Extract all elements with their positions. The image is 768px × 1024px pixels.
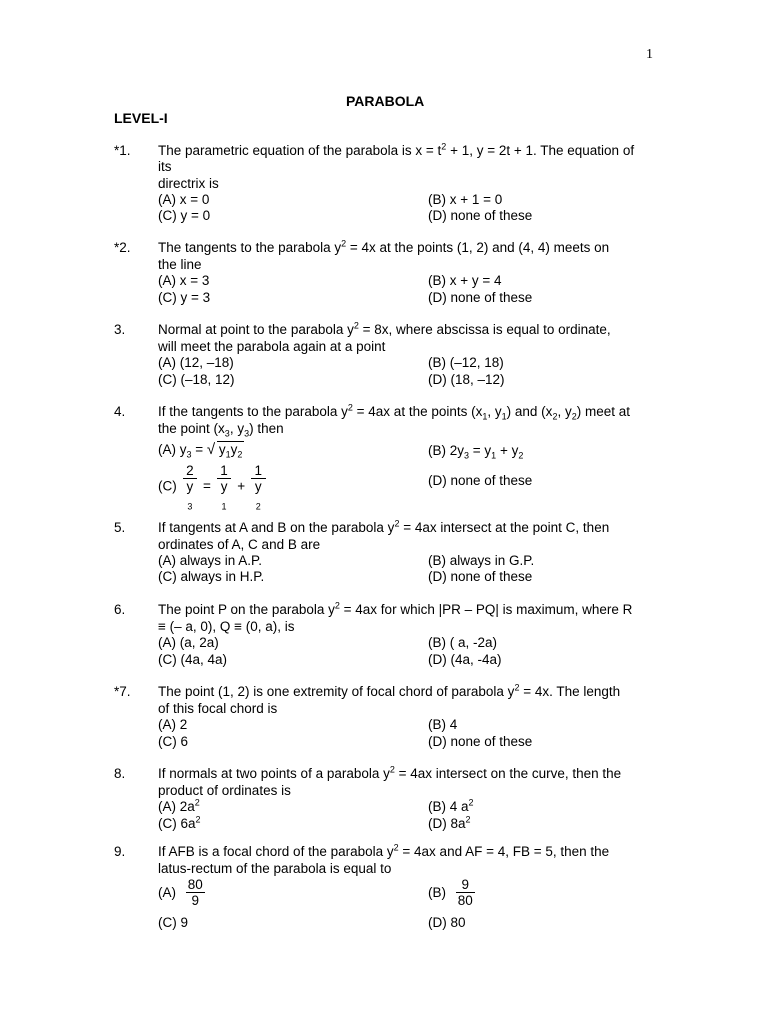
option-a: (A) (a, 2a) (158, 635, 219, 650)
level-heading: LEVEL-I (114, 110, 168, 126)
option-c: (C) (4a, 4a) (158, 652, 228, 667)
option-d: (D) $8a^2$ (428, 814, 471, 831)
option-a: (A) x = 3 (158, 273, 210, 288)
question-number: 8. (114, 766, 126, 781)
option-b: (B) (–12, 18) (428, 355, 504, 370)
option-c: (C) y = 0 (158, 208, 211, 223)
option-a: (A) 2 (158, 717, 188, 732)
option-b: (B) $\frac{9}{80}$ (428, 877, 473, 908)
question-text: ordinates of A, C and B are (158, 537, 321, 552)
question-number: 5. (114, 520, 126, 535)
option-d: (D) none of these (428, 569, 533, 584)
option-c: (C) $6a^2$ (158, 814, 201, 831)
question-number: 6. (114, 602, 126, 617)
fraction: 2 y $_3$ (183, 463, 198, 509)
question-text: directrix is (158, 176, 219, 191)
option-b: (B) always in G.P. (428, 553, 535, 568)
option-b: (B) ( a, -2a) (428, 635, 498, 650)
question-text: If normals at two points of a parabola $y^2 = 4ax$ intersect on the curve, then the (158, 764, 622, 781)
fraction: $\frac{9}{80}$ (457, 877, 473, 908)
option-c: (C) 2 y $_3$ = 1 y $_1$ + 1 y $_2$ (158, 463, 268, 509)
fraction: $\frac{80}{9}$ (187, 877, 203, 908)
question-text: product of ordinates is (158, 783, 291, 798)
option-c: (C) (–18, 12) (158, 372, 235, 387)
fraction: 1 y $_2$ (251, 463, 266, 509)
square-root: √ $y_1y_2$ (206, 441, 243, 460)
question-number: *2. (114, 240, 131, 255)
question-text: the line (158, 257, 202, 272)
option-c: (C) 6 (158, 734, 188, 749)
question-number: 9. (114, 844, 126, 859)
option-a: (A) always in A.P. (158, 553, 263, 568)
page-number: 1 (646, 47, 653, 62)
option-c: (C) y = 3 (158, 290, 211, 305)
option-a: (A) $\frac{80}{9}$ (158, 877, 203, 908)
option-d: (D) (18, –12) (428, 372, 505, 387)
option-a: (A) (12, –18) (158, 355, 234, 370)
option-b: (B) $2y_3 = y_1 + y_2$ (428, 443, 524, 461)
question-text: If tangents at A and B on the parabola $y^2 = 4ax$ intersect at the point C, then (158, 518, 610, 535)
question-number: *7. (114, 684, 131, 699)
question-text: of this focal chord is (158, 701, 278, 716)
question-text: The tangents to the parabola $y^2 = 4x$ at the points (1, 2) and (4, 4) meets on (158, 238, 610, 255)
option-d: (D) (4a, -4a) (428, 652, 502, 667)
fraction: 1 y $_1$ (217, 463, 232, 509)
question-number: 3. (114, 322, 126, 337)
option-c: (C) always in H.P. (158, 569, 265, 584)
question-text: its (158, 159, 172, 174)
question-text: The parametric equation of the parabola is $x = t^2 + 1$, y = 2t + 1. The equation of (158, 141, 635, 158)
option-b: (B) x + y = 4 (428, 273, 502, 288)
option-a: (A) $2a^2$ (158, 797, 200, 814)
question-text: The point P on the parabola $y^2 = 4ax$ for which |PR – PQ| is maximum, where R (158, 600, 633, 617)
question-text: latus-rectum of the parabola is equal to (158, 861, 392, 876)
option-b: (B) x + 1 = 0 (428, 192, 503, 207)
question-text: will meet the parabola again at a point (158, 339, 386, 354)
option-a: (A) x = 0 (158, 192, 210, 207)
option-d: (D) 80 (428, 915, 466, 930)
option-d: (D) none of these (428, 208, 533, 223)
option-b: (B) 4 $a^2$ (428, 797, 474, 814)
option-a: (A) $y_3$ = √ $y_1y_2$ (158, 441, 243, 460)
option-c: (C) 9 (158, 915, 188, 930)
question-text: The point (1, 2) is one extremity of focal chord of parabola $y^2 = 4x$. The length (158, 682, 621, 699)
option-b: (B) 4 (428, 717, 458, 732)
question-number: 4. (114, 404, 126, 419)
page-title: PARABOLA (346, 93, 425, 109)
question-text: ≡ (– a, 0), Q ≡ (0, a), is (158, 619, 295, 634)
question-text: the point ($x_3$, $y_3$) then (158, 421, 284, 439)
question-text: If AFB is a focal chord of the parabola $y^2 = 4ax$ and AF = 4, FB = 5, then the (158, 842, 610, 859)
question-text: If the tangents to the parabola $y^2 = 4ax$ at the points ($x_1$, $y_1$) and ($x_2$, $y_2$) meet at (158, 402, 631, 422)
option-d: (D) none of these (428, 473, 533, 488)
question-number: *1. (114, 143, 131, 158)
option-d: (D) none of these (428, 734, 533, 749)
question-text: Normal at point to the parabola $y^2 = 8x$, where abscissa is equal to ordinate, (158, 320, 611, 337)
option-d: (D) none of these (428, 290, 533, 305)
